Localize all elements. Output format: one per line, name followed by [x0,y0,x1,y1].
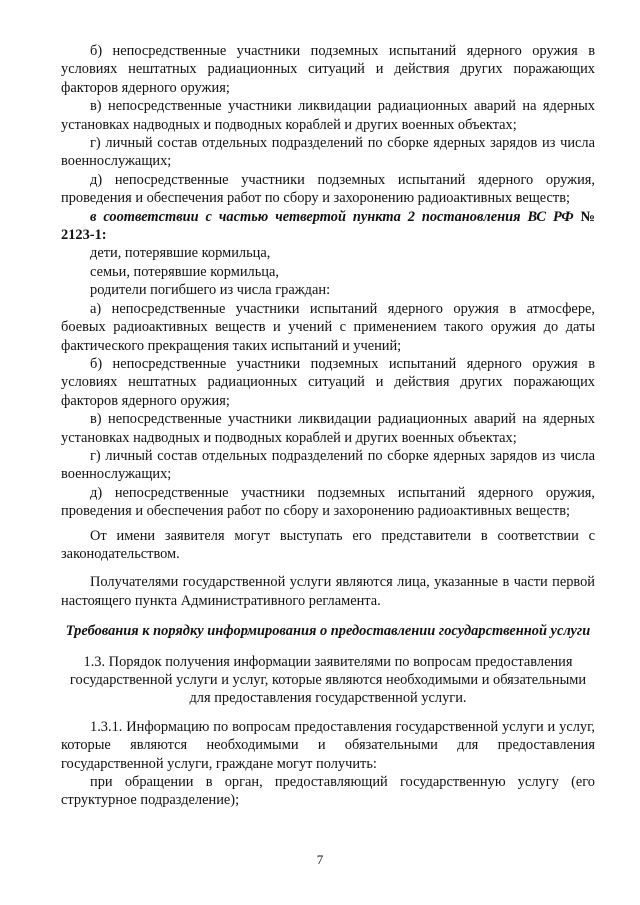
paragraph: в) непосредственные участники ликвидации радиационных аварий на ядерных установках надводных и подводных кораблей и других военных объектах; [61,411,595,446]
paragraph: г) личный состав отдельных подразделений по сборке ядерных зарядов из числа военнослужащих; [61,135,595,170]
emphasis-number: № 2123-1: [61,208,595,244]
section-heading: Требования к порядку информирования о предоставлении государственной услуги [65,623,591,640]
document-page [61,42,595,810]
paragraph: д) непосредственные участники подземных испытаний ядерного оружия, проведения и обеспечения работ по сбору и захоронению радиоактивных веществ; [61,171,595,207]
emphasis-paragraph [61,208,595,245]
paragraph: 1.3.1. Информацию по вопросам предоставления государственной услуги и услуг, которые являются необходимыми и обязательными для предоставления государственной услуги, граждане могут получить: [61,718,595,772]
paragraph: д) непосредственные участники подземных испытаний ядерного оружия, проведения и обеспечения работ по сбору и захоронению радиоактивных веществ; [61,484,595,520]
subsection-heading: 1.3. Порядок получения информации заявителями по вопросам предоставления государственной услуги и услуг, которые являются необходимыми и обязательными для предоставления государственной услуги. [69,653,587,707]
paragraph: б) непосредственные участники подземных испытаний ядерного оружия в условиях нештатных радиационных ситуаций и действия других поражающих факторов ядерного оружия; [61,355,595,409]
paragraph: Получателями государственной услуги являются лица, указанные в части первой настоящего пункта Административного регламента. [61,574,595,609]
page-number: 7 [316,852,324,867]
paragraph: при обращении в орган, предоставляющий государственную услугу (его структурное подразделение); [61,774,595,809]
paragraph: г) личный состав отдельных подразделений по сборке ядерных зарядов из числа военнослужащих; [61,447,595,483]
emphasis-text: в соответствии с частью четвертой пункта 2 постановления ВС РФ [90,208,574,225]
paragraph: семьи, потерявшие кормильца, [90,263,279,280]
paragraph: б) непосредственные участники подземных испытаний ядерного оружия в условиях нештатных радиационных ситуаций и действия других поражающих факторов ядерного оружия; [61,43,595,96]
paragraph: родители погибшего из числа граждан: [90,282,331,299]
paragraph: дети, потерявшие кормильца, [90,245,271,262]
paragraph: а) непосредственные участники испытаний ядерного оружия в атмосфере, боевых радиоактивных веществ и учений с применением такого оружия до даты фактического прекращения таких испытаний и учений; [61,300,595,354]
paragraph: От имени заявителя могут выступать его представители в соответствии с законодательством. [61,527,595,562]
paragraph: в) непосредственные участники ликвидации радиационных аварий на ядерных установках надводных и подводных кораблей и других военных объектах; [61,98,595,133]
